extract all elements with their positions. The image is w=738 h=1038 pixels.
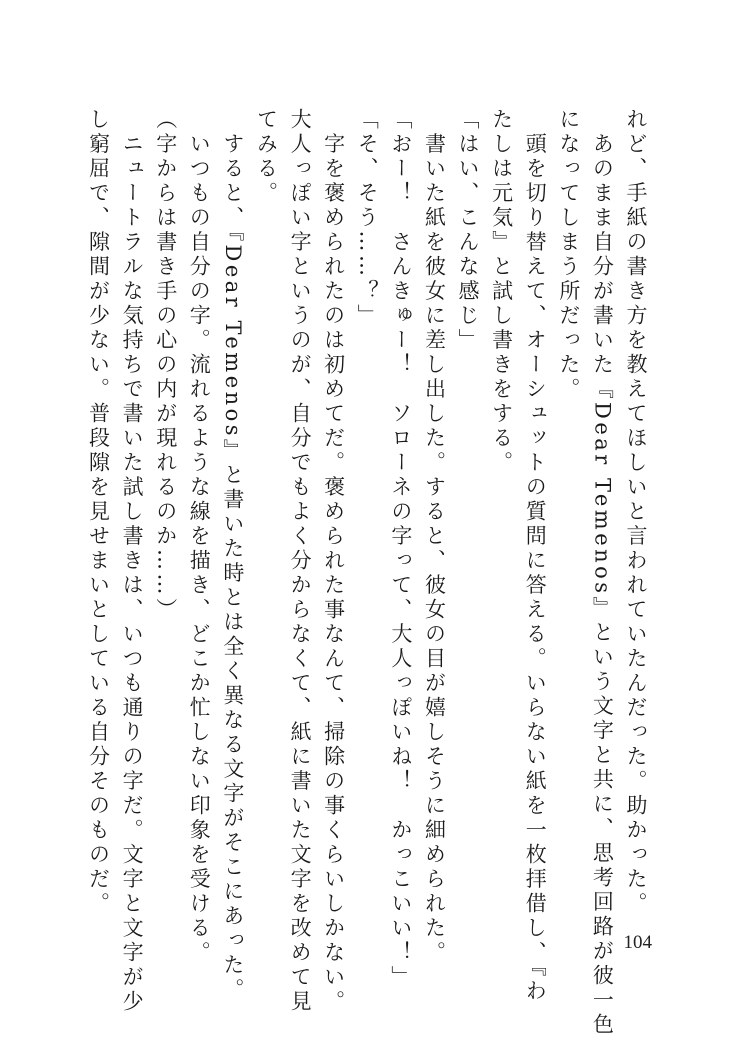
text-line-11: 大人っぽい字というのが、自分でもよく分からなくて、紙に書いた文字を改めて見 [288, 108, 313, 1015]
text-line-12: てみる。 [254, 108, 279, 206]
text-line-14: いつもの自分の字。流れるような線を描き、どこか忙しない印象を受ける。 [187, 108, 212, 966]
text-line-3: になってしまう所だった。 [556, 108, 581, 402]
text-line-5: たしは元気』と試し書きをする。 [489, 108, 514, 476]
text-line-10: 字を褒められたのは初めてだ。褒められた事なんて、掃除の事くらいしかない。 [321, 108, 346, 1015]
text-line-4: 頭を切り替えて、オーシュットの質問に答える。いらない紙を一枚拝借し、『わ [523, 108, 548, 1004]
text-line-17: し窮屈で、隙間が少ない。普段隙を見せまいとしている自分そのものだ。 [86, 108, 111, 917]
text-line-9: 「そ、そう……？」 [355, 108, 380, 329]
text-line-8: 「おー！ さんきゅー！ ソローネの字って、大人っぽいね！ かっこいい！」 [388, 108, 413, 990]
text-line-16: ニュートラルな気持ちで書いた試し書きは、いつも通りの字だ。文字と文字が少 [120, 108, 145, 1015]
text-line-7: 書いた紙を彼女に差し出した。すると、彼女の目が嬉しそうに細められた。 [422, 108, 447, 966]
text-line-13: すると、『Dear Temenos』と書いた時とは全く異なる文字がそこにあった。 [220, 108, 245, 1003]
text-line-2: あのまま自分が書いた『Dear Temenos』という文字と共に、思考回路が彼一色 [590, 108, 615, 1038]
page-number: 104 [623, 932, 652, 953]
text-line-1: れど、手紙の書き方を教えてほしいと言われていたんだった。助かった。 [624, 108, 648, 917]
text-line-15: （字からは書き手の心の内が現れるのか……） [153, 108, 178, 623]
text-line-6: 「はい、こんな感じ」 [456, 108, 481, 353]
